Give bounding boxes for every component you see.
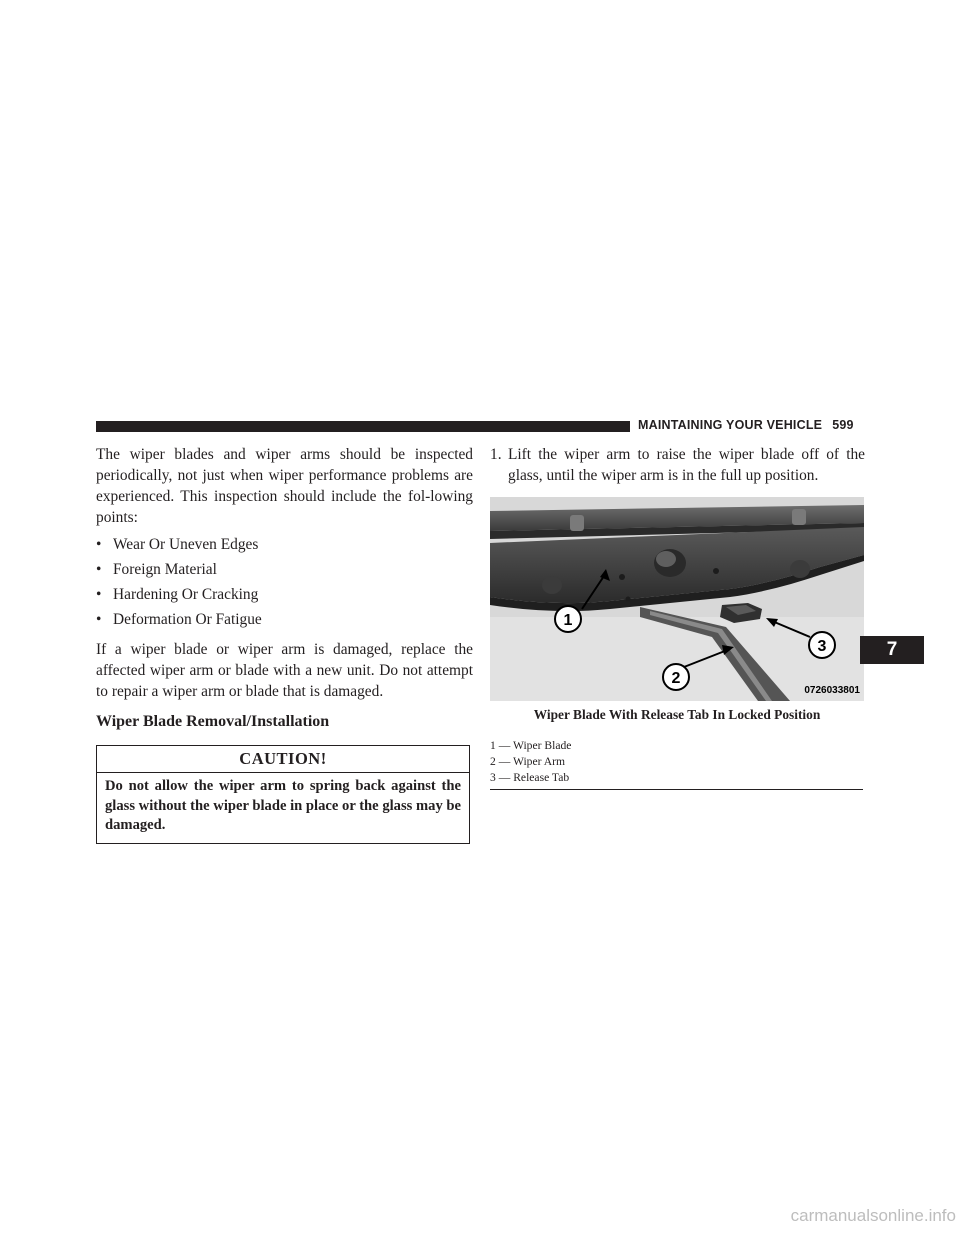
step-number: 1.	[490, 446, 502, 463]
caution-text: Do not allow the wiper arm to spring back against the glass without the wiper blade in place or the glass may be damaged.	[105, 778, 461, 833]
watermark: carmanualsonline.info	[790, 1206, 956, 1225]
legend-item: 1 — Wiper Blade	[490, 739, 572, 752]
step-text: Lift the wiper arm to raise the wiper blade off of the glass, until the wiper arm is in the full up position.	[508, 446, 865, 484]
replacement-paragraph: If a wiper blade or wiper arm is damaged, replace the affected wiper arm or blade with a new unit. Do not attempt to repair a wiper arm or blade that is damaged.	[96, 641, 473, 700]
callout-1: 1	[563, 612, 573, 629]
wiper-illustration	[490, 497, 864, 701]
step-1	[490, 444, 865, 486]
bullet-icon: •	[96, 611, 102, 628]
running-header	[638, 418, 866, 432]
list-item: • Wear Or Uneven Edges	[96, 532, 473, 557]
header-bar	[96, 421, 630, 432]
chapter-tab: 7	[860, 636, 924, 664]
right-column	[490, 444, 865, 486]
list-item: • Hardening Or Cracking	[96, 582, 473, 607]
bullet-icon: •	[96, 536, 102, 553]
legend-rule	[490, 789, 863, 790]
intro-paragraph: The wiper blades and wiper arms should be inspected periodically, not just when wiper performance problems are experienced. This inspection should include the fol-lowing points:	[96, 446, 473, 526]
section-heading: Wiper Blade Removal/Installation	[96, 713, 330, 730]
bullet-icon: •	[96, 561, 102, 578]
page-number: 599	[832, 418, 854, 432]
wiper-figure	[490, 497, 864, 701]
caution-box	[96, 745, 470, 844]
callout-3: 3	[817, 638, 827, 655]
figure-caption: Wiper Blade With Release Tab In Locked Position	[533, 707, 821, 722]
image-code: 0726033801	[804, 685, 860, 696]
callout-2: 2	[671, 670, 681, 687]
caution-title: CAUTION!	[97, 746, 469, 773]
list-item: • Deformation Or Fatigue	[96, 607, 473, 632]
figure-legend	[490, 738, 864, 786]
list-item: • Foreign Material	[96, 557, 473, 582]
legend-item: 3 — Release Tab	[490, 771, 570, 784]
legend-item: 2 — Wiper Arm	[490, 755, 565, 768]
bullet-icon: •	[96, 586, 102, 603]
left-column	[96, 444, 473, 844]
inspection-points-list	[96, 532, 473, 632]
section-title: MAINTAINING YOUR VEHICLE	[638, 418, 823, 432]
